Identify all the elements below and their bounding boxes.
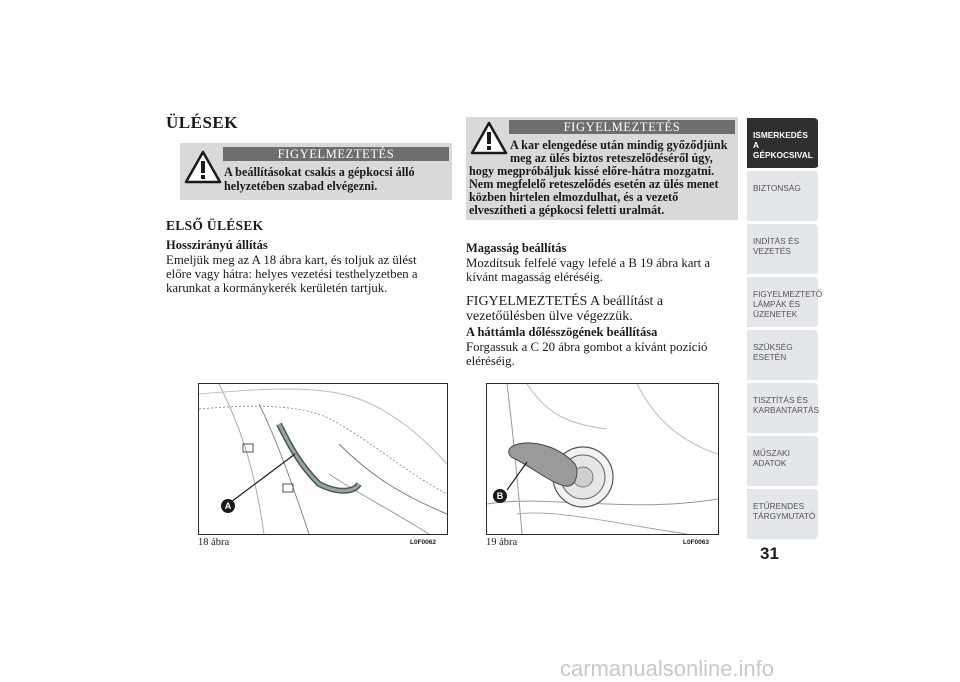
label-b: B xyxy=(496,491,504,501)
label-a-marker xyxy=(221,499,235,513)
tab-label: ETŰRENDES TÁRGYMUTATÓ xyxy=(753,501,816,521)
warning-line: Nem megfelelő reteszelődés esetén az ülés menet xyxy=(469,177,719,191)
warning-header: FIGYELMEZTETÉS xyxy=(223,147,449,161)
longitudinal-text: Emeljük meg az A 18 ábra kart, és toljuk az ülést előre vagy hátra: helyes vezetési testhelyzetben a karunkat a kormánykerék kerületén tartjuk. xyxy=(166,253,418,295)
label-a: A xyxy=(224,501,232,511)
tab-index[interactable] xyxy=(747,489,818,541)
tab-technical-data[interactable] xyxy=(747,436,818,488)
tab-maintenance[interactable] xyxy=(747,383,818,435)
longitudinal-heading: Hosszirányú állítás xyxy=(166,238,268,252)
page-number: 31 xyxy=(760,544,779,563)
figure-19-caption: 19 ábra xyxy=(486,537,518,548)
height-note: FIGYELMEZTETÉS A beállítást a vezetőülésben ülve végezzük. xyxy=(466,294,664,324)
watermark-text: carmanualsonline.info xyxy=(560,656,775,681)
height-lever-illustration xyxy=(487,384,718,534)
warning-line: A kar elengedése után mindig győződjünk xyxy=(510,138,728,152)
figure-18-caption: 18 ábra xyxy=(198,537,230,548)
figure-19-code: L0F0063 xyxy=(683,539,710,546)
tab-label: MŰSZAKI ADATOK xyxy=(753,448,790,468)
backrest-heading: A háttámla dőlésszögének beállítása xyxy=(466,325,658,339)
tab-label: INDÍTÁS ÉS VEZETÉS xyxy=(753,236,800,256)
tab-label: SZÜKSÉG ESETÉN xyxy=(753,342,793,362)
tab-getting-to-know[interactable] xyxy=(747,118,818,170)
warning-line: meg az ülés biztos reteszelődéséről úgy, xyxy=(510,151,713,165)
tab-label: TISZTÍTÁS ÉS KARBANTARTÁS xyxy=(753,395,820,415)
tab-safety[interactable] xyxy=(747,171,818,223)
section-title: ÜLÉSEK xyxy=(166,113,238,132)
tab-label: BIZTONSÁG xyxy=(753,183,801,193)
tab-label: FIGYELMEZTETŐ LÁMPÁK ÉS ÜZENETEK xyxy=(753,289,823,319)
warning-header: FIGYELMEZTETÉS xyxy=(509,120,735,134)
figure-19-height-lever xyxy=(486,383,719,535)
warning-line: hogy megpróbáljuk kissé előre-hátra mozgatni. xyxy=(469,164,715,178)
warning-line: elveszítheti a gépkocsi feletti uralmát. xyxy=(469,203,665,217)
warning-box-1 xyxy=(180,143,452,200)
tab-warning-lights[interactable] xyxy=(747,277,823,329)
warning-triangle-icon xyxy=(470,121,508,155)
tab-starting-driving[interactable] xyxy=(747,224,818,276)
warning-box-2 xyxy=(466,117,738,220)
seat-lever-illustration xyxy=(199,384,447,534)
label-b-marker xyxy=(493,489,507,503)
warning-triangle-icon xyxy=(184,150,222,184)
tab-label: ISMERKEDÉS A GÉPKOCSIVAL xyxy=(753,130,813,160)
tab-emergency[interactable] xyxy=(747,330,818,382)
warning-text: A beállításokat csakis a gépkocsi álló helyzetében szabad elvégezni. xyxy=(224,165,415,193)
height-heading: Magasság beállítás xyxy=(466,241,567,255)
height-text: Mozdítsuk felfelé vagy lefelé a B 19 ábra kart a kívánt magasság eléréséig. xyxy=(466,256,711,284)
figure-18-code: L0F0062 xyxy=(410,539,437,546)
figure-18-seat-lever xyxy=(198,383,448,535)
backrest-text: Forgassuk a C 20 ábra gombot a kívánt pozíció eléréséig. xyxy=(466,340,708,368)
warning-line: közben hirtelen elmozdulhat, és a vezető xyxy=(469,190,679,204)
front-seats-heading: ELSŐ ÜLÉSEK xyxy=(166,218,264,233)
